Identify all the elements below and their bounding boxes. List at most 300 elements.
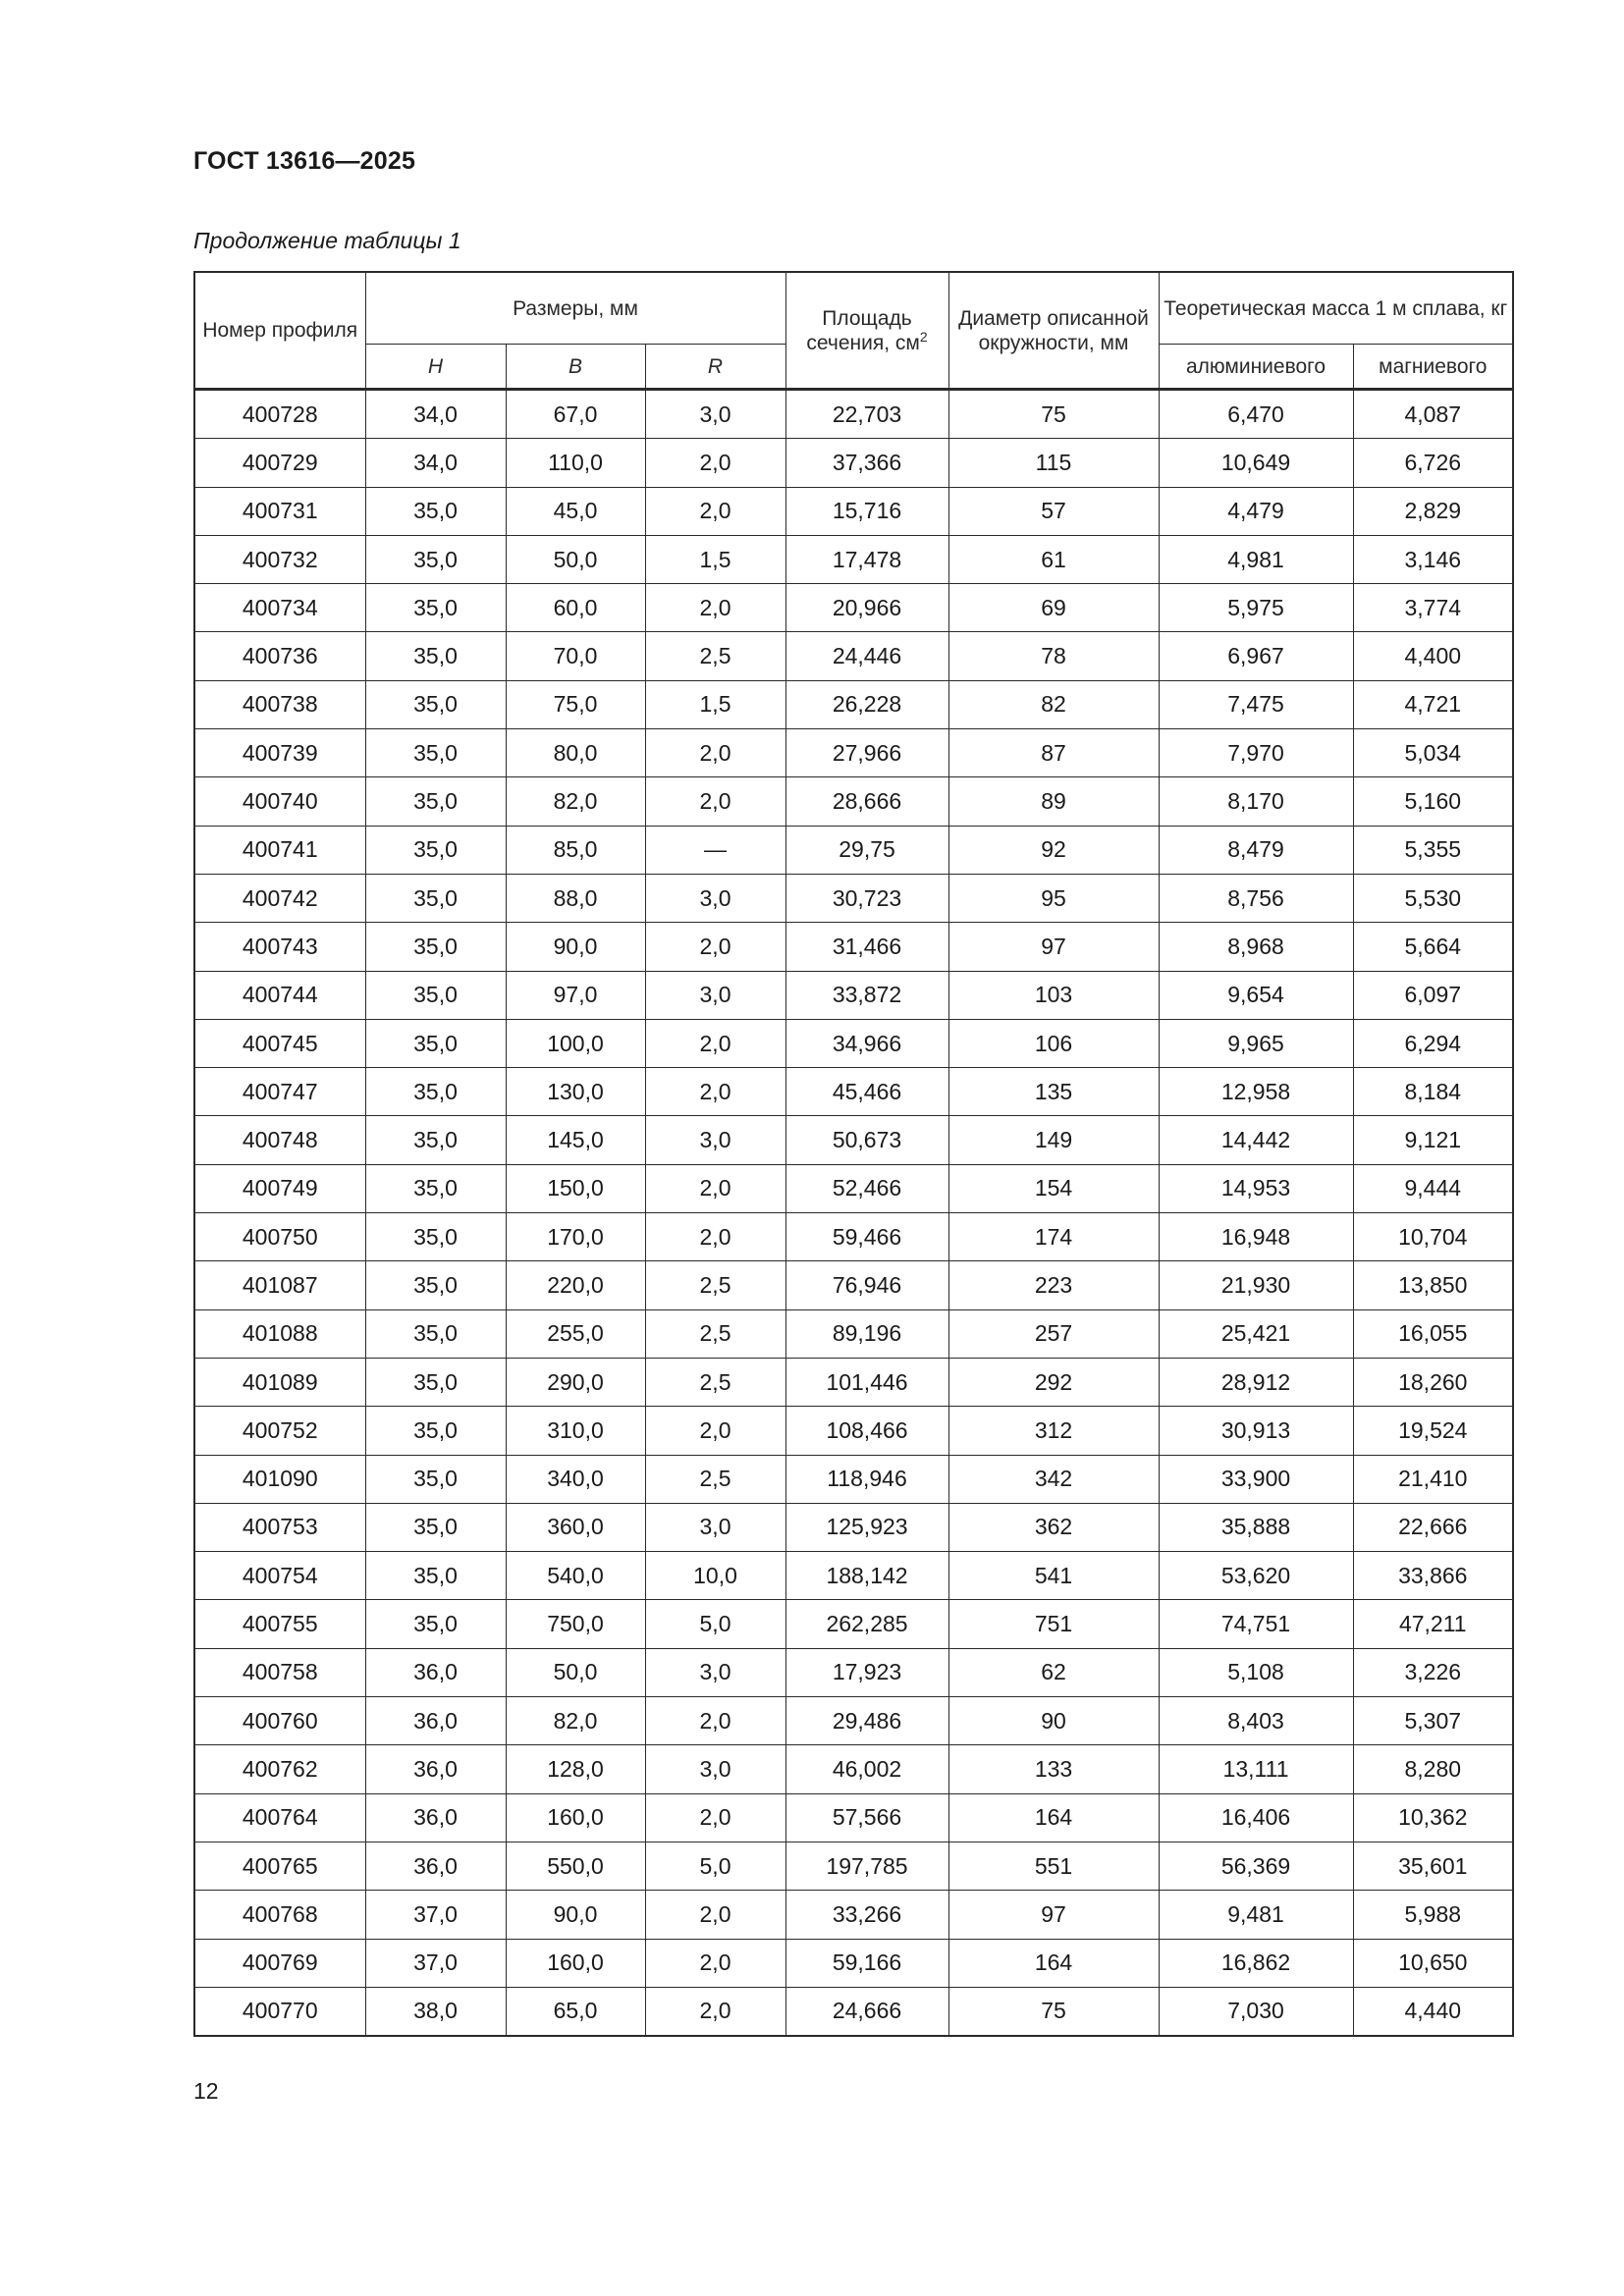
cell-r: 2,5 [645,632,785,680]
cell-mass-aluminum: 9,654 [1159,971,1353,1019]
cell-diameter: 95 [948,874,1159,922]
cell-profile-number: 400732 [194,535,365,583]
cell-mass-aluminum: 25,421 [1159,1309,1353,1358]
table-row [194,1648,1513,1696]
cell-mass-aluminum: 74,751 [1159,1600,1353,1648]
table-row [194,1261,1513,1309]
cell-h: 36,0 [365,1697,506,1745]
cell-h: 35,0 [365,1455,506,1503]
cell-diameter: 154 [948,1164,1159,1212]
cell-h: 35,0 [365,874,506,922]
cell-area: 30,723 [785,874,948,922]
cell-mass-magnesium: 3,226 [1353,1648,1513,1696]
cell-diameter: 312 [948,1407,1159,1455]
cell-profile-number: 400734 [194,584,365,632]
cell-mass-magnesium: 2,829 [1353,487,1513,535]
cell-profile-number: 400738 [194,680,365,728]
cell-h: 35,0 [365,1358,506,1406]
cell-diameter: 135 [948,1068,1159,1116]
cell-diameter: 174 [948,1213,1159,1261]
cell-b: 340,0 [506,1455,645,1503]
cell-mass-aluminum: 14,953 [1159,1164,1353,1212]
cell-r: 5,0 [645,1600,785,1648]
cell-mass-aluminum: 8,403 [1159,1697,1353,1745]
cell-mass-magnesium: 6,726 [1353,439,1513,487]
cell-mass-magnesium: 33,866 [1353,1552,1513,1600]
page-number: 12 [193,2078,219,2104]
cell-profile-number: 400762 [194,1745,365,1793]
cell-area: 17,478 [785,535,948,583]
cell-b: 75,0 [506,680,645,728]
table-row [194,1697,1513,1745]
cell-mass-aluminum: 28,912 [1159,1358,1353,1406]
cell-r: 2,0 [645,439,785,487]
cell-r: 3,0 [645,1745,785,1793]
cell-h: 35,0 [365,1309,506,1358]
cell-mass-magnesium: 6,097 [1353,971,1513,1019]
cell-profile-number: 400760 [194,1697,365,1745]
cell-h: 35,0 [365,826,506,874]
table-row [194,680,1513,728]
table-row [194,535,1513,583]
header-aluminum: алюминиевого [1159,345,1353,390]
cell-diameter: 164 [948,1793,1159,1842]
cell-h: 35,0 [365,535,506,583]
cell-h: 35,0 [365,1552,506,1600]
cell-diameter: 97 [948,1891,1159,1939]
table-row [194,1987,1513,2036]
cell-mass-magnesium: 5,160 [1353,777,1513,826]
cell-h: 37,0 [365,1891,506,1939]
cell-h: 35,0 [365,1116,506,1164]
cell-profile-number: 400747 [194,1068,365,1116]
cell-mass-magnesium: 8,280 [1353,1745,1513,1793]
cell-area: 33,266 [785,1891,948,1939]
cell-mass-aluminum: 10,649 [1159,439,1353,487]
cell-diameter: 87 [948,729,1159,777]
cell-mass-magnesium: 9,121 [1353,1116,1513,1164]
cell-h: 35,0 [365,777,506,826]
cell-r: 2,5 [645,1309,785,1358]
cell-mass-magnesium: 22,666 [1353,1503,1513,1551]
cell-area: 24,446 [785,632,948,680]
cell-h: 35,0 [365,1164,506,1212]
cell-mass-aluminum: 6,470 [1159,390,1353,439]
cell-r: 2,0 [645,1164,785,1212]
cell-h: 35,0 [365,923,506,971]
cell-profile-number: 400743 [194,923,365,971]
cell-b: 82,0 [506,777,645,826]
header-r: R [645,345,785,390]
cell-profile-number: 400749 [194,1164,365,1212]
cell-r: 2,0 [645,584,785,632]
cell-area: 34,966 [785,1019,948,1067]
header-area-label: Площадь сечения, см [806,306,920,354]
cell-mass-magnesium: 8,184 [1353,1068,1513,1116]
cell-r: — [645,826,785,874]
cell-diameter: 292 [948,1358,1159,1406]
cell-r: 2,0 [645,1407,785,1455]
cell-r: 3,0 [645,1648,785,1696]
cell-mass-aluminum: 7,475 [1159,680,1353,728]
header-diameter: Диаметр описанной окружности, мм [948,272,1159,390]
cell-r: 1,5 [645,535,785,583]
cell-b: 80,0 [506,729,645,777]
table-row [194,1019,1513,1067]
cell-mass-aluminum: 33,900 [1159,1455,1353,1503]
cell-profile-number: 400748 [194,1116,365,1164]
document-header: ГОСТ 13616—2025 [193,147,416,175]
table-row [194,923,1513,971]
cell-h: 35,0 [365,1213,506,1261]
cell-mass-aluminum: 8,170 [1159,777,1353,826]
table-row [194,1793,1513,1842]
header-profile-number: Номер профиля [194,272,365,390]
cell-b: 97,0 [506,971,645,1019]
cell-profile-number: 400739 [194,729,365,777]
cell-diameter: 103 [948,971,1159,1019]
table-row [194,1503,1513,1551]
cell-area: 20,966 [785,584,948,632]
table-row [194,1600,1513,1648]
cell-r: 3,0 [645,390,785,439]
header-mass: Теоретическая масса 1 м сплава, кг [1159,272,1513,345]
cell-b: 85,0 [506,826,645,874]
cell-b: 50,0 [506,1648,645,1696]
cell-diameter: 541 [948,1552,1159,1600]
cell-r: 10,0 [645,1552,785,1600]
cell-b: 310,0 [506,1407,645,1455]
cell-b: 220,0 [506,1261,645,1309]
cell-mass-aluminum: 5,108 [1159,1648,1353,1696]
cell-r: 3,0 [645,874,785,922]
cell-mass-aluminum: 9,481 [1159,1891,1353,1939]
table-body [194,390,1513,2037]
cell-area: 28,666 [785,777,948,826]
cell-diameter: 115 [948,439,1159,487]
cell-profile-number: 400741 [194,826,365,874]
cell-b: 128,0 [506,1745,645,1793]
cell-r: 1,5 [645,680,785,728]
cell-mass-magnesium: 3,146 [1353,535,1513,583]
cell-area: 101,446 [785,1358,948,1406]
cell-mass-magnesium: 16,055 [1353,1309,1513,1358]
cell-mass-magnesium: 5,034 [1353,729,1513,777]
cell-mass-aluminum: 53,620 [1159,1552,1353,1600]
cell-diameter: 75 [948,390,1159,439]
cell-area: 29,486 [785,1697,948,1745]
table-row [194,1213,1513,1261]
cell-diameter: 62 [948,1648,1159,1696]
cell-profile-number: 400752 [194,1407,365,1455]
cell-mass-magnesium: 10,704 [1353,1213,1513,1261]
cell-b: 170,0 [506,1213,645,1261]
cell-profile-number: 401089 [194,1358,365,1406]
cell-profile-number: 400731 [194,487,365,535]
cell-b: 82,0 [506,1697,645,1745]
cell-r: 2,0 [645,777,785,826]
cell-mass-magnesium: 5,988 [1353,1891,1513,1939]
cell-profile-number: 400729 [194,439,365,487]
cell-b: 150,0 [506,1164,645,1212]
cell-area: 188,142 [785,1552,948,1600]
cell-b: 90,0 [506,1891,645,1939]
cell-diameter: 75 [948,1987,1159,2036]
cell-r: 3,0 [645,971,785,1019]
cell-diameter: 92 [948,826,1159,874]
cell-b: 540,0 [506,1552,645,1600]
table-row [194,971,1513,1019]
cell-profile-number: 400742 [194,874,365,922]
cell-mass-magnesium: 4,087 [1353,390,1513,439]
cell-profile-number: 401087 [194,1261,365,1309]
cell-r: 2,0 [645,923,785,971]
cell-r: 2,0 [645,1068,785,1116]
cell-profile-number: 400764 [194,1793,365,1842]
cell-h: 37,0 [365,1939,506,1987]
cell-b: 60,0 [506,584,645,632]
table-row [194,1358,1513,1406]
cell-area: 57,566 [785,1793,948,1842]
cell-profile-number: 400750 [194,1213,365,1261]
cell-b: 50,0 [506,535,645,583]
cell-profile-number: 400770 [194,1987,365,2036]
cell-mass-aluminum: 12,958 [1159,1068,1353,1116]
table-row [194,1164,1513,1212]
cell-r: 2,0 [645,1987,785,2036]
header-area [785,272,948,390]
cell-area: 125,923 [785,1503,948,1551]
cell-profile-number: 400754 [194,1552,365,1600]
cell-r: 2,0 [645,487,785,535]
cell-h: 36,0 [365,1842,506,1890]
cell-diameter: 97 [948,923,1159,971]
cell-r: 5,0 [645,1842,785,1890]
cell-mass-aluminum: 8,968 [1159,923,1353,971]
cell-mass-aluminum: 8,756 [1159,874,1353,922]
cell-b: 110,0 [506,439,645,487]
table-row [194,1116,1513,1164]
cell-area: 31,466 [785,923,948,971]
cell-mass-aluminum: 56,369 [1159,1842,1353,1890]
cell-mass-magnesium: 19,524 [1353,1407,1513,1455]
cell-area: 50,673 [785,1116,948,1164]
cell-diameter: 82 [948,680,1159,728]
table-row [194,584,1513,632]
cell-profile-number: 400755 [194,1600,365,1648]
cell-area: 45,466 [785,1068,948,1116]
cell-area: 15,716 [785,487,948,535]
table-row [194,1745,1513,1793]
cell-h: 35,0 [365,971,506,1019]
header-magnesium: магниевого [1353,345,1513,390]
cell-b: 65,0 [506,1987,645,2036]
cell-r: 3,0 [645,1116,785,1164]
cell-mass-aluminum: 6,967 [1159,632,1353,680]
cell-h: 36,0 [365,1648,506,1696]
cell-diameter: 61 [948,535,1159,583]
cell-r: 2,0 [645,1213,785,1261]
cell-b: 100,0 [506,1019,645,1067]
cell-diameter: 149 [948,1116,1159,1164]
cell-area: 52,466 [785,1164,948,1212]
cell-mass-magnesium: 5,530 [1353,874,1513,922]
cell-r: 2,5 [645,1261,785,1309]
table-row [194,1068,1513,1116]
cell-mass-aluminum: 8,479 [1159,826,1353,874]
cell-h: 35,0 [365,1261,506,1309]
cell-mass-magnesium: 3,774 [1353,584,1513,632]
cell-area: 197,785 [785,1842,948,1890]
cell-profile-number: 400753 [194,1503,365,1551]
cell-diameter: 257 [948,1309,1159,1358]
cell-area: 108,466 [785,1407,948,1455]
cell-h: 35,0 [365,1019,506,1067]
cell-h: 34,0 [365,390,506,439]
cell-diameter: 342 [948,1455,1159,1503]
cell-b: 90,0 [506,923,645,971]
cell-diameter: 133 [948,1745,1159,1793]
cell-profile-number: 400736 [194,632,365,680]
cell-mass-magnesium: 47,211 [1353,1600,1513,1648]
cell-mass-aluminum: 35,888 [1159,1503,1353,1551]
cell-mass-magnesium: 6,294 [1353,1019,1513,1067]
cell-profile-number: 400745 [194,1019,365,1067]
cell-h: 36,0 [365,1745,506,1793]
table-row [194,729,1513,777]
cell-area: 26,228 [785,680,948,728]
table-row [194,874,1513,922]
cell-diameter: 78 [948,632,1159,680]
cell-diameter: 164 [948,1939,1159,1987]
cell-profile-number: 400744 [194,971,365,1019]
cell-h: 35,0 [365,1068,506,1116]
cell-diameter: 89 [948,777,1159,826]
table-row [194,1309,1513,1358]
cell-mass-aluminum: 21,930 [1159,1261,1353,1309]
cell-mass-aluminum: 7,030 [1159,1987,1353,2036]
cell-r: 2,0 [645,1019,785,1067]
cell-h: 35,0 [365,729,506,777]
cell-diameter: 106 [948,1019,1159,1067]
header-b: B [506,345,645,390]
cell-mass-magnesium: 9,444 [1353,1164,1513,1212]
cell-mass-aluminum: 16,406 [1159,1793,1353,1842]
cell-area: 27,966 [785,729,948,777]
cell-mass-magnesium: 4,400 [1353,632,1513,680]
cell-mass-magnesium: 10,650 [1353,1939,1513,1987]
cell-area: 17,923 [785,1648,948,1696]
cell-r: 2,0 [645,729,785,777]
cell-b: 130,0 [506,1068,645,1116]
cell-mass-aluminum: 5,975 [1159,584,1353,632]
cell-mass-aluminum: 7,970 [1159,729,1353,777]
cell-area: 76,946 [785,1261,948,1309]
cell-h: 35,0 [365,1407,506,1455]
cell-profile-number: 401088 [194,1309,365,1358]
cell-mass-aluminum: 4,479 [1159,487,1353,535]
cell-mass-magnesium: 13,850 [1353,1261,1513,1309]
cell-h: 35,0 [365,584,506,632]
cell-b: 145,0 [506,1116,645,1164]
cell-profile-number: 400769 [194,1939,365,1987]
cell-h: 38,0 [365,1987,506,2036]
cell-mass-magnesium: 21,410 [1353,1455,1513,1503]
table-row [194,439,1513,487]
cell-mass-magnesium: 5,355 [1353,826,1513,874]
cell-area: 59,466 [785,1213,948,1261]
cell-diameter: 551 [948,1842,1159,1890]
cell-profile-number: 400765 [194,1842,365,1890]
cell-area: 59,166 [785,1939,948,1987]
table-row [194,1455,1513,1503]
cell-mass-magnesium: 4,721 [1353,680,1513,728]
cell-h: 35,0 [365,1503,506,1551]
cell-area: 89,196 [785,1309,948,1358]
cell-mass-aluminum: 30,913 [1159,1407,1353,1455]
table-row [194,1939,1513,1987]
cell-r: 2,0 [645,1891,785,1939]
cell-mass-magnesium: 5,307 [1353,1697,1513,1745]
table-row [194,1842,1513,1890]
cell-mass-aluminum: 9,965 [1159,1019,1353,1067]
cell-b: 290,0 [506,1358,645,1406]
cell-area: 262,285 [785,1600,948,1648]
cell-area: 22,703 [785,390,948,439]
cell-mass-aluminum: 16,862 [1159,1939,1353,1987]
header-area-superscript: 2 [919,328,928,345]
table-row [194,487,1513,535]
cell-b: 45,0 [506,487,645,535]
cell-profile-number: 400758 [194,1648,365,1696]
cell-b: 750,0 [506,1600,645,1648]
cell-area: 118,946 [785,1455,948,1503]
table-row [194,777,1513,826]
cell-b: 360,0 [506,1503,645,1551]
cell-mass-aluminum: 16,948 [1159,1213,1353,1261]
cell-h: 35,0 [365,632,506,680]
table-row [194,1407,1513,1455]
cell-diameter: 362 [948,1503,1159,1551]
cell-r: 2,0 [645,1697,785,1745]
header-h: H [365,345,506,390]
table-caption: Продолжение таблицы 1 [193,228,461,253]
cell-profile-number: 400740 [194,777,365,826]
cell-area: 33,872 [785,971,948,1019]
cell-profile-number: 401090 [194,1455,365,1503]
cell-area: 24,666 [785,1987,948,2036]
header-dimensions: Размеры, мм [365,272,785,345]
cell-h: 35,0 [365,1600,506,1648]
cell-r: 2,0 [645,1939,785,1987]
cell-mass-magnesium: 18,260 [1353,1358,1513,1406]
cell-mass-magnesium: 10,362 [1353,1793,1513,1842]
cell-b: 550,0 [506,1842,645,1890]
cell-mass-magnesium: 5,664 [1353,923,1513,971]
cell-b: 70,0 [506,632,645,680]
cell-diameter: 90 [948,1697,1159,1745]
table-header [194,272,1513,390]
cell-mass-aluminum: 14,442 [1159,1116,1353,1164]
cell-area: 29,75 [785,826,948,874]
table-row [194,632,1513,680]
cell-b: 160,0 [506,1793,645,1842]
cell-diameter: 223 [948,1261,1159,1309]
cell-r: 2,0 [645,1793,785,1842]
cell-h: 36,0 [365,1793,506,1842]
cell-profile-number: 400728 [194,390,365,439]
cell-diameter: 69 [948,584,1159,632]
